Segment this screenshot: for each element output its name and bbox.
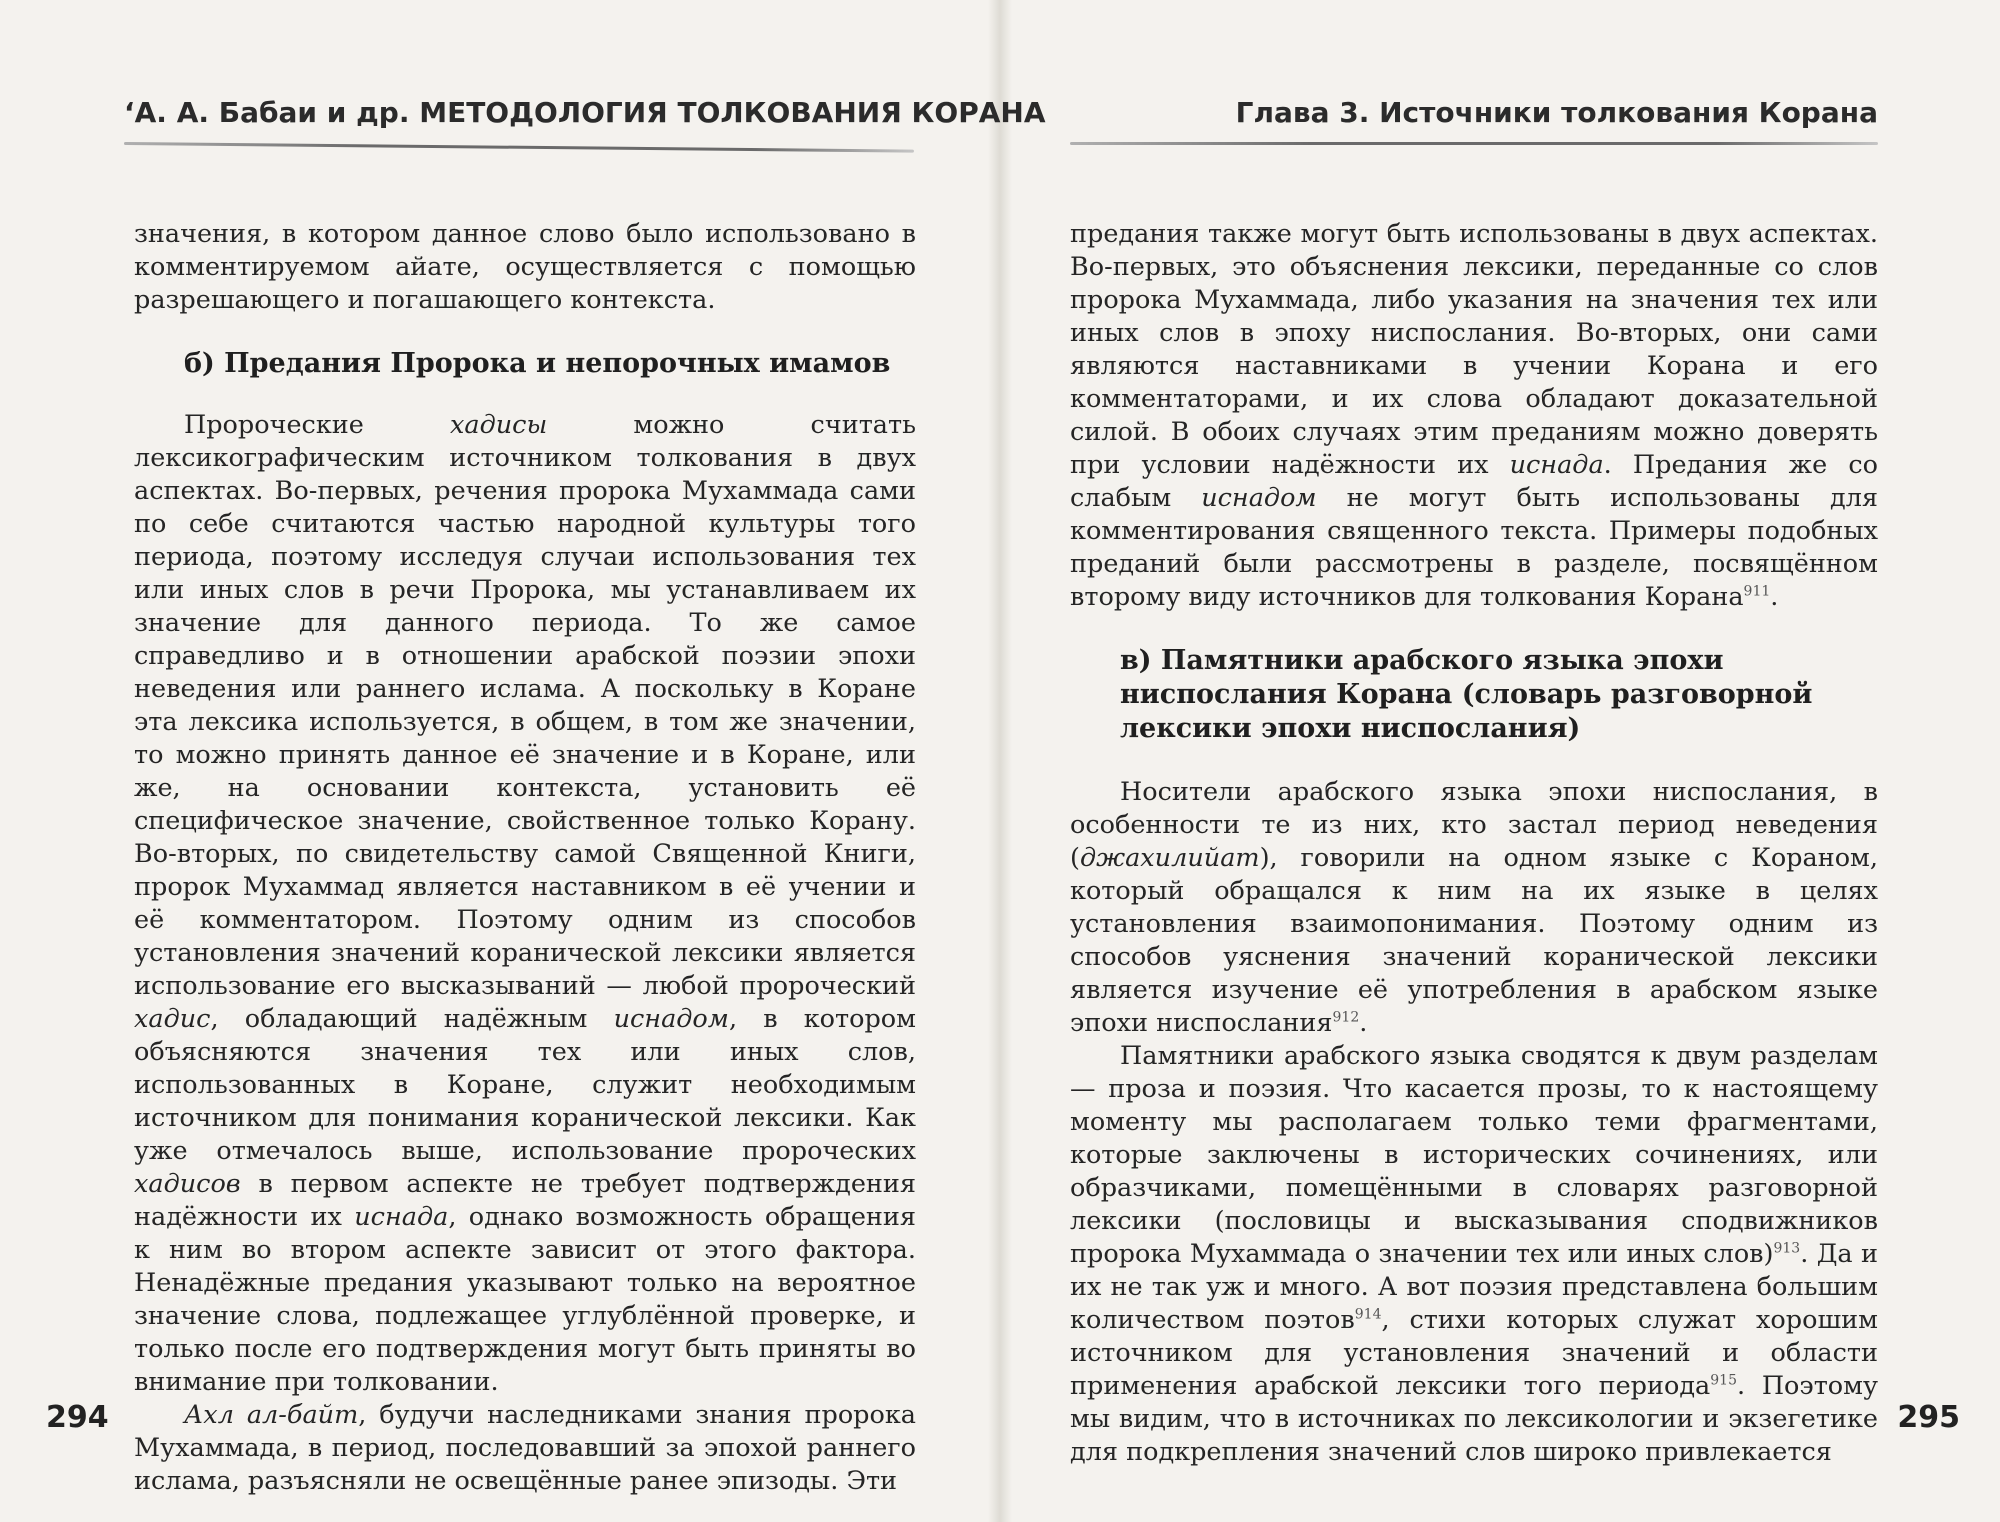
italic-term: иснадом	[613, 1004, 729, 1034]
paragraph: предания также могут быть использованы в двух аспектах. Во-первых, это объяснения лексики, переданные со слов пророка Мухаммада, либо указания на значения тех или иных слов в эпоху ниспослания. Во-вторых, они сами являются наставниками в учении Корана и его комментаторами, и их слова обладают доказательной силой. В обоих случаях этим преданиям можно доверять при условии надёжности их иснада. Предания же со слабым иснадом не могут быть использованы для комментирования священного текста. Примеры подобных преданий были рассмотрены в разделе, посвящённом второму виду источников для толкования Корана$^{911}$.	[1070, 219, 1878, 612]
header-rule-right	[1070, 142, 1878, 145]
italic-term: хадисов	[134, 1169, 241, 1199]
italic-term: джахилийат	[1079, 843, 1260, 873]
paragraph: Пророческие хадисы можно считать лексикографическим источником толкования в двух аспектах. Во-первых, речения пророка Мухаммада сами по себе считаются частью народной культуры того периода, поэтому исследуя случаи использования тех или иных слов в речи Пророка, мы устанавливаем их значение для данного периода. То же самое справедливо и в отношении арабской поэзии эпохи неведения или раннего ислама. А поскольку в Коране эта лексика используется, в общем, в том же значении, то можно принять данное её значение и в Коране, или же, на основании контекста, установить её специфическое значение, свойственное только Корану. Во-вторых, по свидетельству самой Священной Книги, пророк Мухаммад является наставником в её учении и её комментатором. Поэтому одним из способов установления значений коранической лексики является использование его высказываний — любой пророческий хадис, обладающий надёжным иснадом, в котором объясняются значения тех или иных слов, использованных в Коране, служит необходимым источником для понимания коранической лексики. Как уже отмечалось выше, использование пророческих хадисов в первом аспекте не требует подтверждения надёжности их иснада, однако возможность обращения к ним во втором аспекте зависит от этого фактора. Ненадёжные предания указывают только на вероятное значение слова, подлежащее углублённой проверке, и только после его подтверждения могут быть приняты во внимание при толковании.	[134, 410, 916, 1397]
section-heading-b: б) Предания Пророка и непорочных имамов	[184, 348, 891, 379]
italic-term: иснадом	[1201, 483, 1317, 513]
italic-term: иснада	[1509, 450, 1604, 480]
paragraph: Памятники арабского языка сводятся к двум разделам — проза и поэзия. Что касается прозы, то к настоящему моменту мы располагаем только теми фрагментами, которые заключены в исторических сочинениях, или образчиками, помещёнными в словарях разговорной лексики (пословицы и высказывания сподвижников пророка Мухаммада о значении тех или иных слов)$^{913}$. Да и их не так уж и много. А вот поэзия представлена большим количеством поэтов$^{914}$, стихи которых служат хорошим источником для установления значений и области применения арабской лексики того периода$^{915}$. Поэтому мы видим, что в источниках по лексикологии и экзегетике для подкрепления значений слов широко привлекается	[1070, 1041, 1878, 1467]
running-head-left: ‘А. А. Бабаи и др. МЕТОДОЛОГИЯ ТОЛКОВАНИЯ КОРАНА	[124, 96, 1046, 129]
header-rule-left	[124, 142, 914, 153]
footnote-ref[interactable]: 914	[1354, 1306, 1382, 1323]
italic-term: хадисы	[450, 410, 548, 440]
footnote-ref[interactable]: 915	[1710, 1372, 1737, 1389]
italic-term: Ахл ал-байт	[184, 1400, 359, 1430]
italic-term: иснада	[354, 1202, 449, 1232]
page-number-left: 294	[46, 1400, 109, 1435]
left-text-block	[134, 218, 916, 1498]
running-head-right: Глава 3. Источники толкования Корана	[1235, 96, 1878, 129]
page-number-right: 295	[1897, 1400, 1960, 1435]
footnote-ref[interactable]: 912	[1332, 1009, 1360, 1026]
right-page	[1000, 0, 2000, 1522]
paragraph: Носители арабского языка эпохи ниспослания, в особенности те из них, кто застал период неведения (джахилийат), говорили на одном языке с Кораном, который обращался к ним на их языке в целях установления взаимопонимания. Поэтому одним из способов уяснения значений коранической лексики является изучение её употребления в арабском языке эпохи ниспослания$^{912}$.	[1070, 777, 1878, 1038]
italic-term: хадис	[134, 1004, 211, 1034]
right-text-block	[1070, 218, 1878, 1469]
section-heading-v: в) Памятники арабского языка эпохи ниспослания Корана (словарь разговорной лексики эпохи ниспослания)	[1120, 645, 1813, 744]
footnote-ref[interactable]: 913	[1773, 1240, 1801, 1257]
footnote-ref[interactable]: 911	[1743, 583, 1771, 600]
paragraph: значения, в котором данное слово было использовано в комментируемом айате, осуществляется с помощью разрешающего и погашающего контекста.	[134, 219, 916, 315]
paragraph: Ахл ал-байт, будучи наследниками знания пророка Мухаммада, в период, последовавший за эпохой раннего ислама, разъясняли не освещённые ранее эпизоды. Эти	[134, 1400, 916, 1496]
